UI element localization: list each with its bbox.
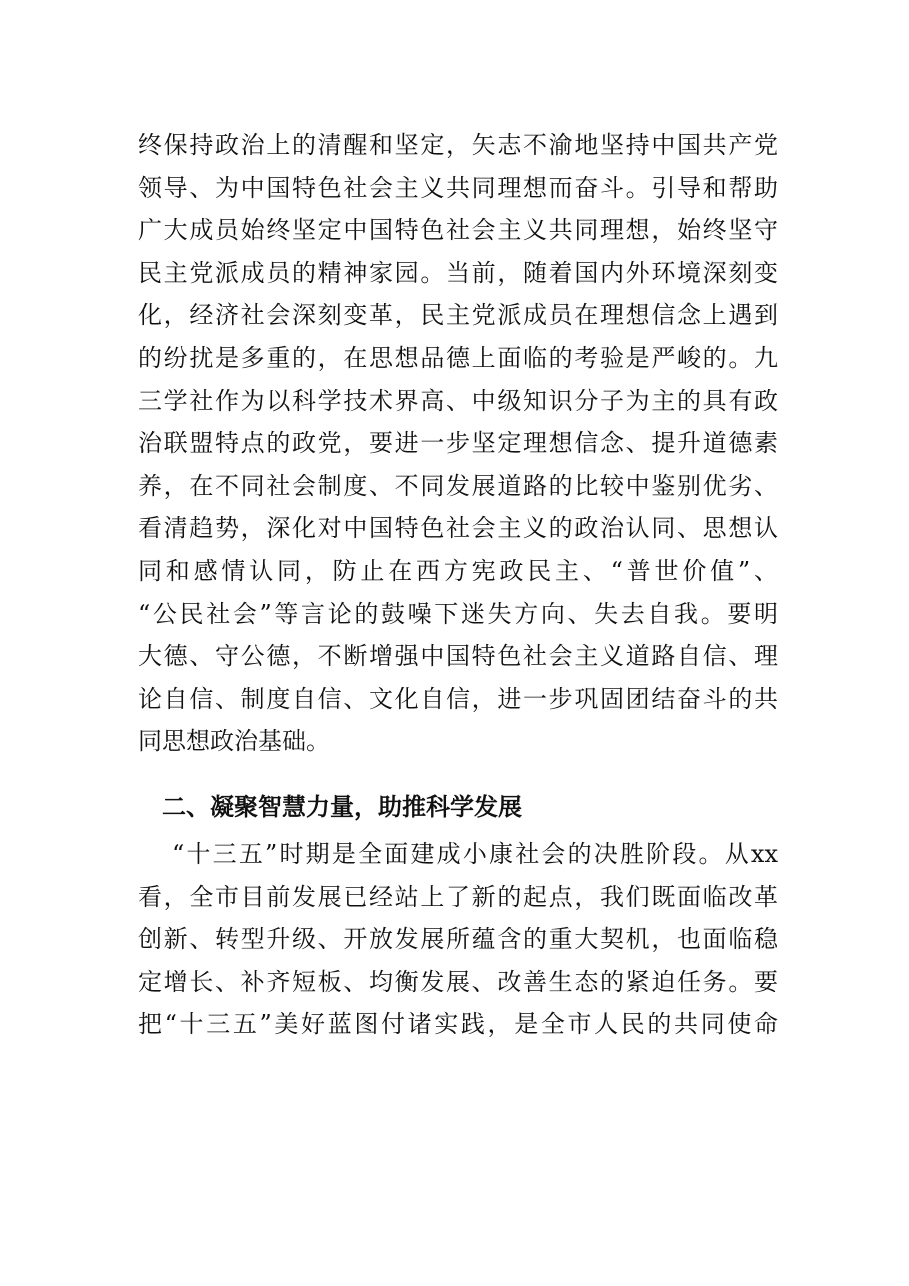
paragraph-line: 论自信、制度自信、文化自信，进一步巩固团结奋斗的共	[138, 684, 778, 713]
paragraph-line: 领导、为中国特色社会主义共同理想而奋斗。引导和帮助	[138, 173, 778, 202]
paragraph-line: 看清趋势，深化对中国特色社会主义的政治认同、思想认	[138, 514, 778, 543]
paragraph-line: 大德、守公德，不断增强中国特色社会主义道路自信、理	[138, 642, 778, 671]
paragraph-spacer	[138, 763, 778, 781]
paragraph-line: 创新、转型升级、开放发展所蕴含的重大契机，也面临稳	[138, 925, 778, 954]
paragraph-line: 治联盟特点的政党，要进一步坚定理想信念、提升道德素	[138, 429, 778, 458]
document-body	[138, 124, 778, 1046]
paragraph-line: 三学社作为以科学技术界高、中级知识分子为主的具有政	[138, 386, 778, 415]
paragraph-line: 养，在不同社会制度、不同发展道路的比较中鉴别优劣、	[138, 471, 778, 500]
paragraph-2	[138, 833, 778, 1046]
paragraph-line: 广大成员始终坚定中国特色社会主义共同理想，始终坚守	[138, 216, 778, 245]
paragraph-line: 的纷扰是多重的，在思想品德上面临的考验是严峻的。九	[138, 343, 778, 372]
paragraph-line: 终保持政治上的清醒和坚定，矢志不渝地坚持中国共产党	[138, 131, 778, 159]
paragraph-line: 同和感情认同，防止在西方宪政民主、“普世价值”、	[138, 556, 778, 585]
paragraph-line: 同思想政治基础。	[138, 727, 330, 756]
section-heading: 二、凝聚智慧力量，助推科学发展	[162, 791, 522, 821]
paragraph-line: 把“十三五”美好蓝图付诸实践，是全市人民的共同使命	[138, 1010, 778, 1039]
paragraph-line: “公民社会”等言论的鼓噪下迷失方向、失去自我。要明	[138, 599, 778, 628]
paragraph-line: 定增长、补齐短板、均衡发展、改善生态的紧迫任务。要	[138, 967, 778, 996]
paragraph-line: “十三五”时期是全面建成小康社会的决胜阶段。从xx	[172, 839, 778, 868]
paragraph-line: 民主党派成员的精神家园。当前，随着国内外环境深刻变	[138, 258, 778, 287]
paragraph-1	[138, 124, 778, 763]
paragraph-line: 看，全市目前发展已经站上了新的起点，我们既面临改革	[138, 882, 778, 911]
paragraph-line: 化，经济社会深刻变革，民主党派成员在理想信念上遇到	[138, 301, 778, 330]
